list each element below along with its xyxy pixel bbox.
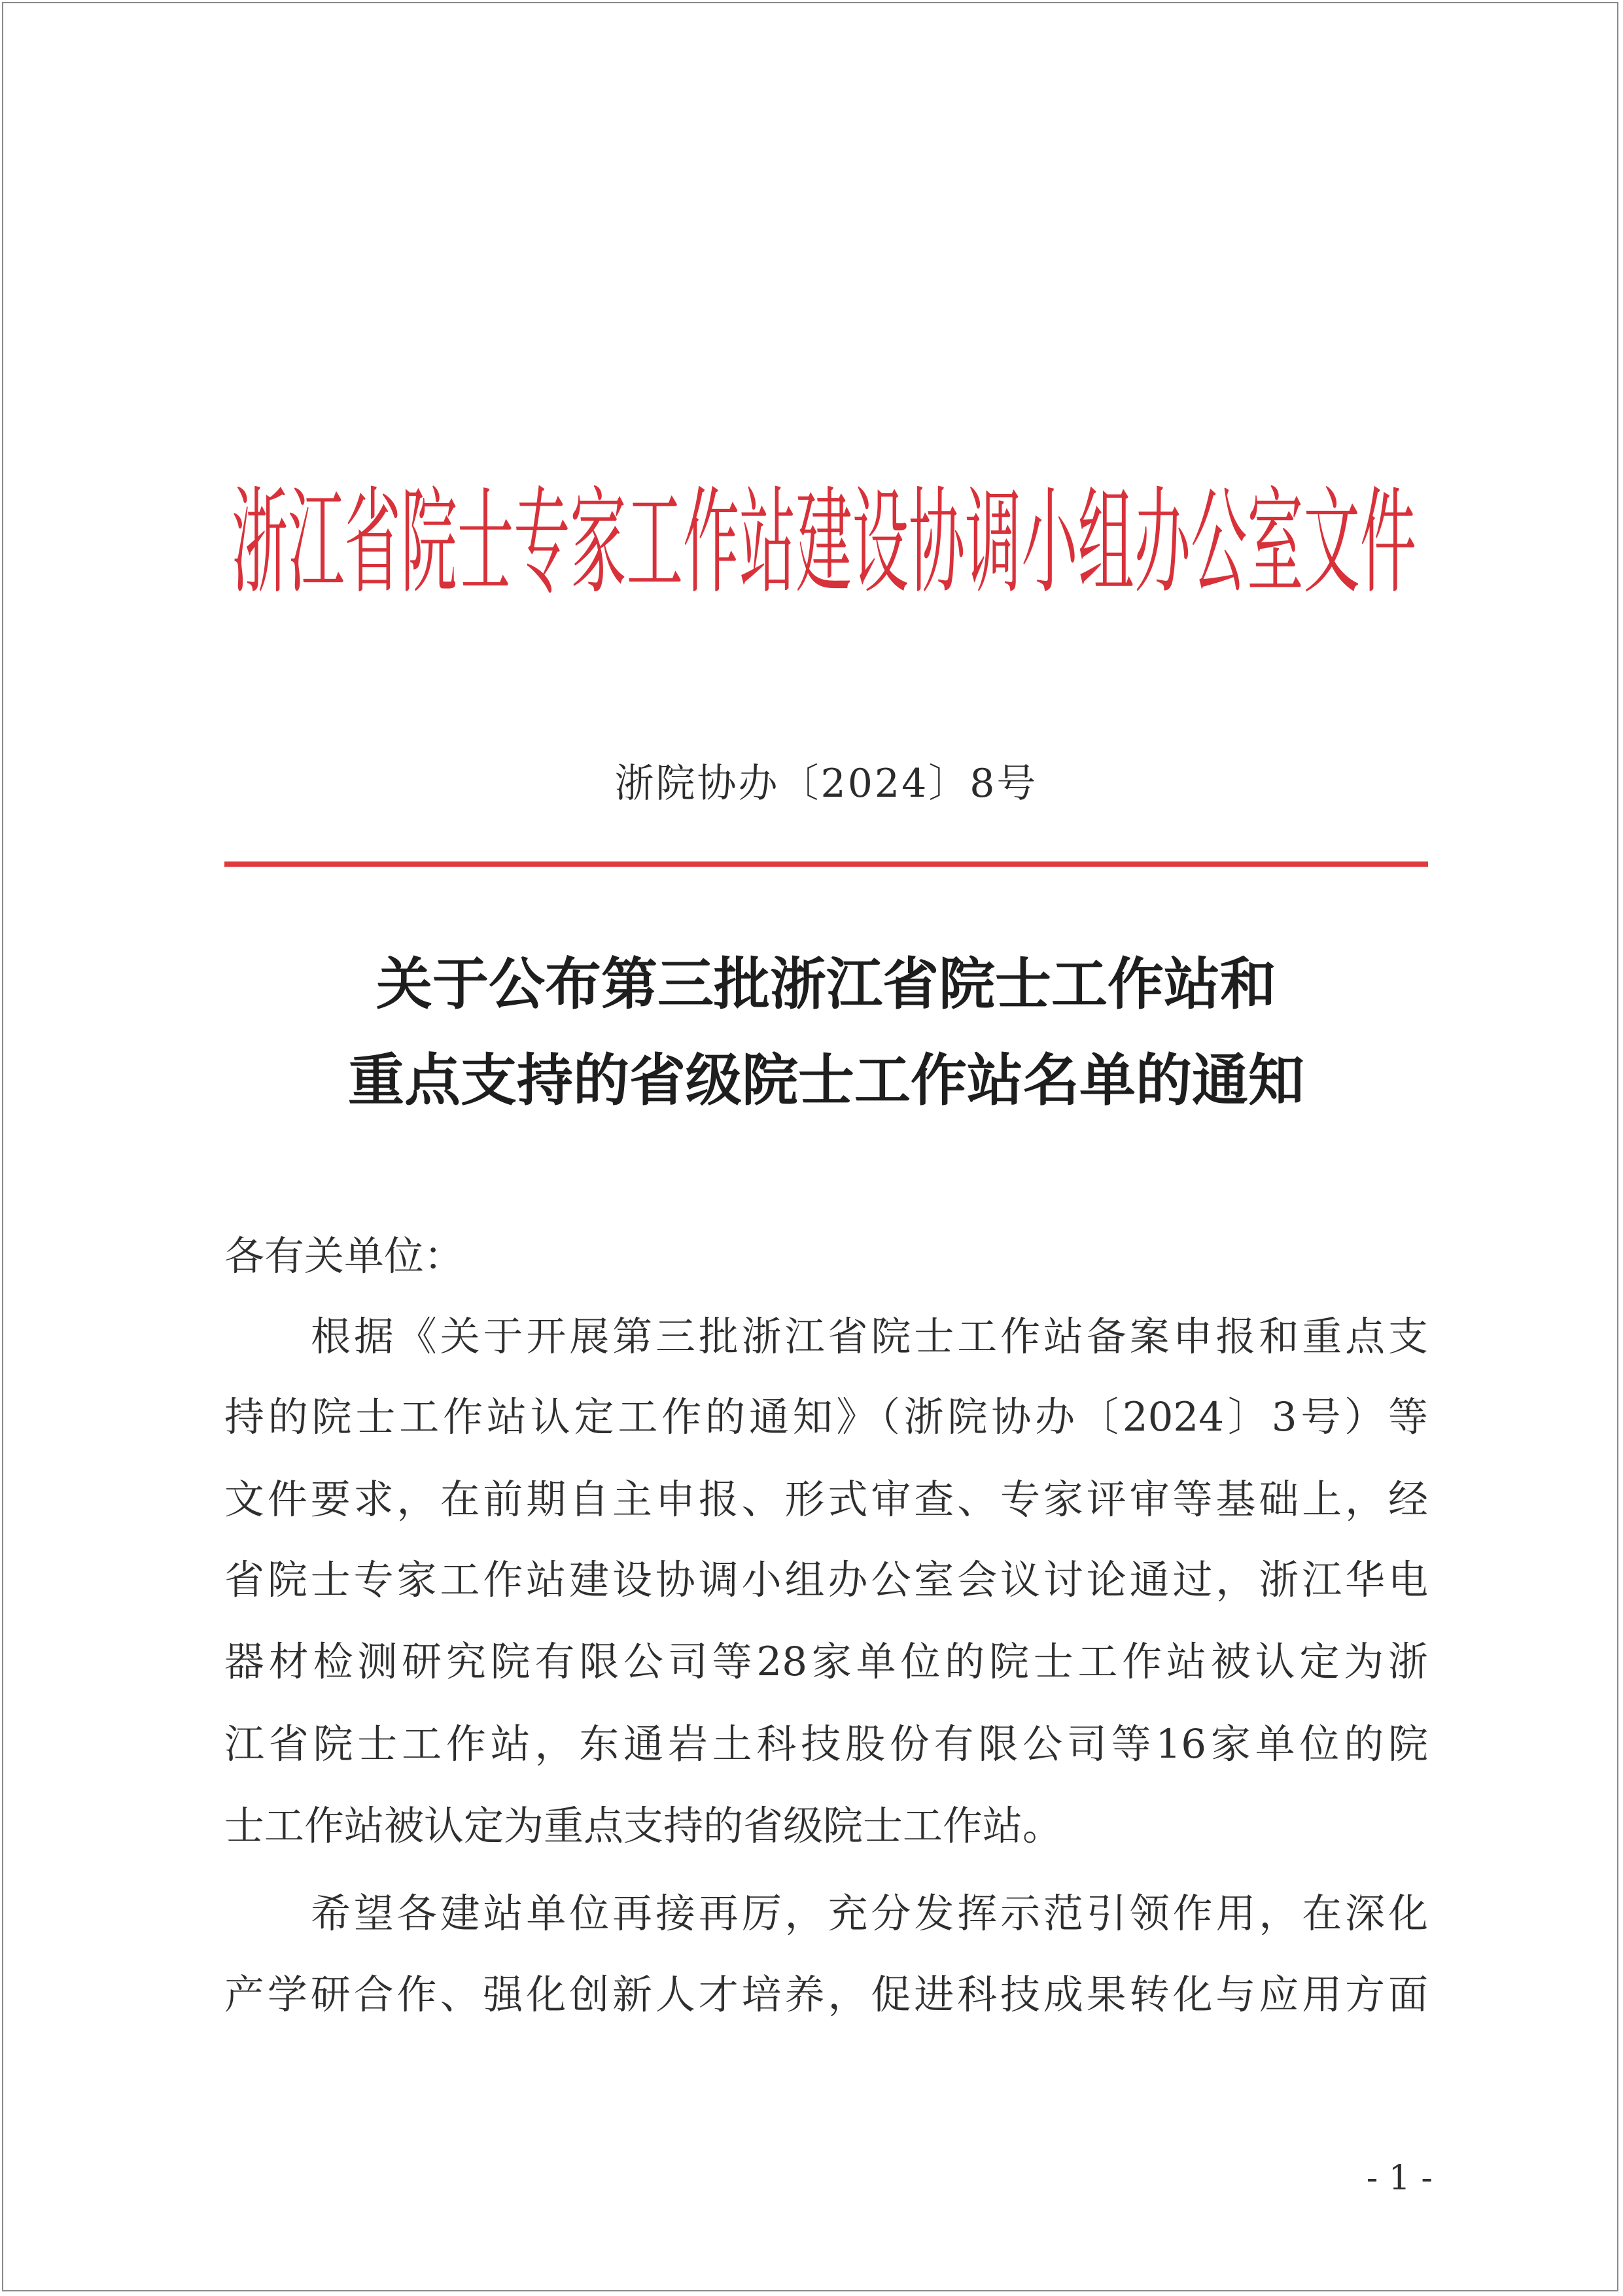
paragraph-line: 持的院士工作站认定工作的通知》（浙院协办〔2024〕3号）等 <box>224 1396 1428 1439</box>
document-number: 浙院协办〔2024〕8号 <box>614 761 1038 807</box>
paragraph-line: 江省院士工作站，东通岩土科技股份有限公司等16家单位的院 <box>224 1723 1428 1766</box>
red-header-org-title: 浙江省院士专家工作站建设协调小组办公室文件 <box>232 476 1417 610</box>
page-number: - 1 - <box>1366 2159 1433 2198</box>
document-title-line-1: 关于公布第三批浙江省院士工作站和 <box>376 951 1276 1017</box>
paragraph-line: 希望各建站单位再接再厉，充分发挥示范引领作用，在深化 <box>311 1892 1428 1936</box>
paragraph-line: 士工作站被认定为重点支持的省级院士工作站。 <box>224 1805 1063 1848</box>
paragraph-line: 文件要求，在前期自主申报、形式审查、专家评审等基础上，经 <box>224 1478 1428 1522</box>
red-separator-line <box>224 861 1428 867</box>
page-frame <box>2 2 1618 2291</box>
paragraph-line: 省院士专家工作站建设协调小组办公室会议讨论通过，浙江华电 <box>224 1559 1428 1602</box>
document-title-line-2: 重点支持的省级院士工作站名单的通知 <box>348 1047 1304 1113</box>
salutation: 各有关单位： <box>224 1235 464 1278</box>
paragraph-line: 器材检测研究院有限公司等28家单位的院士工作站被认定为浙 <box>224 1641 1428 1684</box>
paragraph-line: 产学研合作、强化创新人才培养，促进科技成果转化与应用方面 <box>224 1974 1428 2017</box>
paragraph-line: 根据《关于开展第三批浙江省院士工作站备案申报和重点支 <box>311 1315 1428 1359</box>
